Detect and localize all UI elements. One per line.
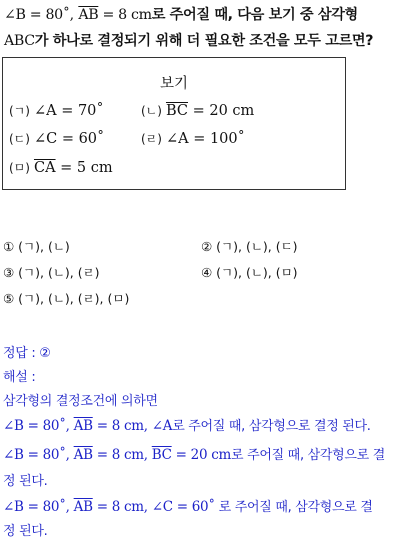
question-line-2 bbox=[4, 30, 373, 50]
explanation-label: 해설 : bbox=[3, 370, 36, 385]
example-item-3 bbox=[9, 130, 104, 147]
math-segment: $\overline{BC}$ bbox=[151, 447, 172, 463]
example-box-title: 보기 bbox=[159, 76, 188, 92]
explanation-text: 로 주어질 때, 삼각형으로 결 bbox=[214, 500, 373, 515]
math-condition: = 8 cm, ∠C = 60˚ bbox=[92, 499, 215, 515]
math-angle: ∠B = 80˚, bbox=[3, 447, 74, 463]
example-item-2 bbox=[141, 102, 254, 119]
example-item-text: ∠A = 100˚ bbox=[165, 131, 245, 147]
explanation-case-1 bbox=[3, 415, 371, 434]
example-item-1 bbox=[9, 102, 104, 119]
math-segment: $\overline{AB}$ bbox=[73, 499, 93, 515]
question-length-ab: = 8 cm bbox=[98, 7, 152, 23]
math-segment: $\overline{AB}$ bbox=[73, 447, 93, 463]
math-condition: = 20 cm bbox=[171, 447, 231, 463]
explanation-text: 로 주어질 때, 삼각형으로 결 bbox=[230, 448, 385, 463]
example-item-marker: (ㄷ) bbox=[9, 132, 30, 146]
math-condition: = 8 cm, ∠A bbox=[92, 418, 173, 434]
question-text-2: 가 하나로 결정되기 위해 더 필요한 조건을 모두 고르면? bbox=[34, 33, 374, 49]
explanation-case-3-cont: 정 된다. bbox=[3, 524, 48, 539]
example-item-segment: $\overline{BC}$ bbox=[165, 103, 188, 119]
example-item-text: = 5 cm bbox=[55, 160, 113, 176]
example-item-marker: (ㅁ) bbox=[9, 161, 30, 175]
math-condition: = 8 cm, bbox=[92, 447, 152, 463]
explanation-case-2 bbox=[3, 444, 385, 463]
correct-answer: 정답 : ② bbox=[3, 346, 51, 361]
example-item-segment: $\overline{CA}$ bbox=[33, 160, 56, 176]
question-triangle-abc: ABC bbox=[4, 33, 35, 49]
example-box bbox=[2, 57, 346, 190]
answer-choice-1[interactable]: ① (ㄱ), (ㄴ) bbox=[3, 239, 70, 254]
example-item-marker: (ㄱ) bbox=[9, 104, 30, 118]
example-item-4 bbox=[141, 130, 245, 147]
example-item-text: ∠C = 60˚ bbox=[33, 131, 105, 147]
example-item-marker: (ㄹ) bbox=[141, 132, 162, 146]
math-segment: $\overline{AB}$ bbox=[73, 418, 93, 434]
question-text-1: 로 주어질 때, 다음 보기 중 삼각형 bbox=[151, 7, 358, 23]
example-item-text: = 20 cm bbox=[188, 103, 255, 119]
math-angle: ∠B = 80˚, bbox=[3, 499, 74, 515]
example-item-marker: (ㄴ) bbox=[141, 104, 162, 118]
answer-choice-4[interactable]: ④ (ㄱ), (ㄴ), (ㅁ) bbox=[201, 265, 298, 280]
explanation-case-2-cont: 정 된다. bbox=[3, 474, 48, 489]
question-segment-ab: $\overline{AB}$ bbox=[78, 7, 99, 23]
answer-choice-2[interactable]: ② (ㄱ), (ㄴ), (ㄷ) bbox=[201, 239, 298, 254]
question-angle-b: ∠B = 80˚, bbox=[4, 7, 74, 23]
example-item-text: ∠A = 70˚ bbox=[33, 103, 104, 119]
example-item-5 bbox=[9, 159, 113, 176]
explanation-text: 로 주어질 때, 삼각형으로 결정 된다. bbox=[172, 419, 371, 434]
math-angle: ∠B = 80˚, bbox=[3, 418, 74, 434]
question-line-1 bbox=[4, 4, 358, 24]
explanation-intro: 삼각형의 결정조건에 의하면 bbox=[3, 394, 158, 409]
answer-choice-3[interactable]: ③ (ㄱ), (ㄴ), (ㄹ) bbox=[3, 265, 100, 280]
explanation-case-3 bbox=[3, 496, 373, 515]
answer-choice-5[interactable]: ⑤ (ㄱ), (ㄴ), (ㄹ), (ㅁ) bbox=[3, 291, 130, 306]
